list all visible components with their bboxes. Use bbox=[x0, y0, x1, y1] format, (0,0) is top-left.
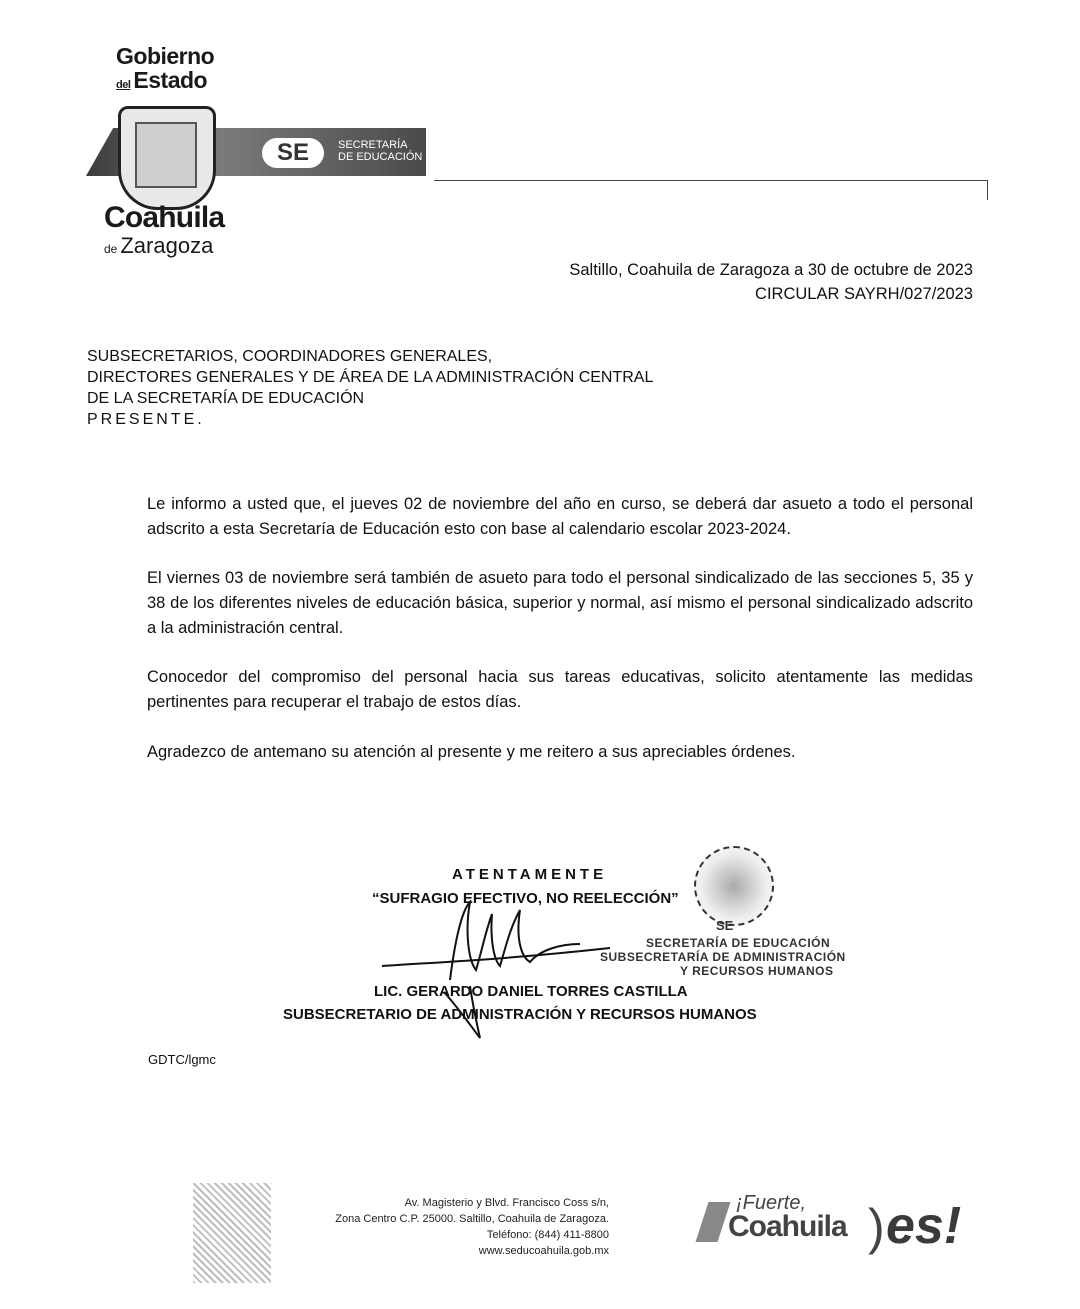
logo-line2: Estado bbox=[133, 67, 208, 93]
body-paragraph: Conocedor del compromiso del personal hacia sus tareas educativas, solicito atentamente las medidas pertinentes para recuperar el trabajo de estos días. bbox=[147, 668, 973, 711]
qr-code-icon bbox=[193, 1183, 271, 1283]
date-line: Saltillo, Coahuila de Zaragoza a 30 de octubre de 2023 bbox=[569, 261, 973, 279]
body-paragraph: El viernes 03 de noviembre será también de asueto para todo el personal sindicalizado de las secciones 5, 35 y 38 de los diferentes niveles de educación básica, superior y normal, así mismo el personal sindicalizado adscrito a la administración central. bbox=[147, 569, 973, 637]
closing: ATENTAMENTE bbox=[452, 866, 608, 883]
header-divider-tick bbox=[987, 180, 988, 200]
recipient-line: DE LA SECRETARÍA DE EDUCACIÓN bbox=[87, 390, 365, 407]
stamp-text bbox=[600, 936, 846, 978]
se-label-line2: DE EDUCACIÓN bbox=[338, 151, 423, 163]
signer-position: SUBSECRETARIO DE ADMINISTRACIÓN Y RECURSOS HUMANOS bbox=[283, 1006, 757, 1023]
date-block bbox=[569, 258, 973, 306]
stamp-line: SUBSECRETARÍA DE ADMINISTRACIÓN bbox=[600, 950, 846, 964]
logo-de: de bbox=[104, 242, 118, 256]
se-label-line1: SECRETARÍA bbox=[338, 139, 408, 151]
logo-zaragoza: Zaragoza bbox=[120, 233, 214, 258]
signer-name: LIC. GERARDO DANIEL TORRES CASTILLA bbox=[374, 983, 688, 1000]
stamp-line: Y RECURSOS HUMANOS bbox=[680, 964, 834, 978]
slogan-bar bbox=[696, 1202, 731, 1242]
logo-line1: Gobierno bbox=[116, 43, 215, 69]
footer-address bbox=[335, 1195, 609, 1259]
recipient-presente: PRESENTE. bbox=[87, 411, 205, 428]
motto: “SUFRAGIO EFECTIVO, NO REELECCIÓN” bbox=[372, 890, 679, 907]
header-divider bbox=[434, 180, 988, 181]
footer-line: Zona Centro C.P. 25000. Saltillo, Coahuila de Zaragoza. bbox=[335, 1213, 609, 1225]
logo-coahuila bbox=[104, 202, 224, 261]
circular-number: CIRCULAR SAYRH/027/2023 bbox=[755, 285, 973, 303]
recipient-line: SUBSECRETARIOS, COORDINADORES GENERALES, bbox=[87, 348, 493, 365]
logo-del: del bbox=[116, 79, 131, 91]
body-paragraph: Agradezco de antemano su atención al presente y me reitero a sus apreciables órdenes. bbox=[147, 743, 796, 761]
body-paragraph: Le informo a usted que, el jueves 02 de noviembre del año en curso, se deberá dar asueto a todo el personal adscrito a esta Secretaría de Educación esto con base al calendario escolar 2023-2024. bbox=[147, 495, 973, 538]
recipient-line: DIRECTORES GENERALES Y DE ÁREA DE LA ADMINISTRACIÓN CENTRAL bbox=[87, 369, 654, 386]
footer-website[interactable]: www.seducoahuila.gob.mx bbox=[478, 1245, 609, 1257]
reference-initials: GDTC/lgmc bbox=[148, 1052, 216, 1067]
coat-of-arms-inner bbox=[135, 122, 197, 188]
footer-phone: Teléfono: (844) 411-8800 bbox=[486, 1229, 609, 1241]
footer-line: Av. Magisterio y Blvd. Francisco Coss s/n, bbox=[404, 1197, 609, 1209]
logo-coahuila-text: Coahuila bbox=[104, 201, 225, 234]
official-seal-icon bbox=[694, 846, 774, 926]
se-badge: SE bbox=[262, 138, 324, 168]
slogan-top: ¡Fuerte, bbox=[736, 1192, 807, 1214]
stamp-se: SE bbox=[716, 918, 734, 933]
se-label bbox=[338, 139, 422, 163]
slogan-main: Coahuila bbox=[728, 1210, 847, 1243]
stamp-line: SECRETARÍA DE EDUCACIÓN bbox=[646, 936, 831, 950]
slogan-paren: ) bbox=[868, 1199, 885, 1255]
slogan-es: es! bbox=[886, 1197, 962, 1255]
logo-gobierno bbox=[116, 44, 214, 97]
recipient-block bbox=[87, 346, 653, 430]
